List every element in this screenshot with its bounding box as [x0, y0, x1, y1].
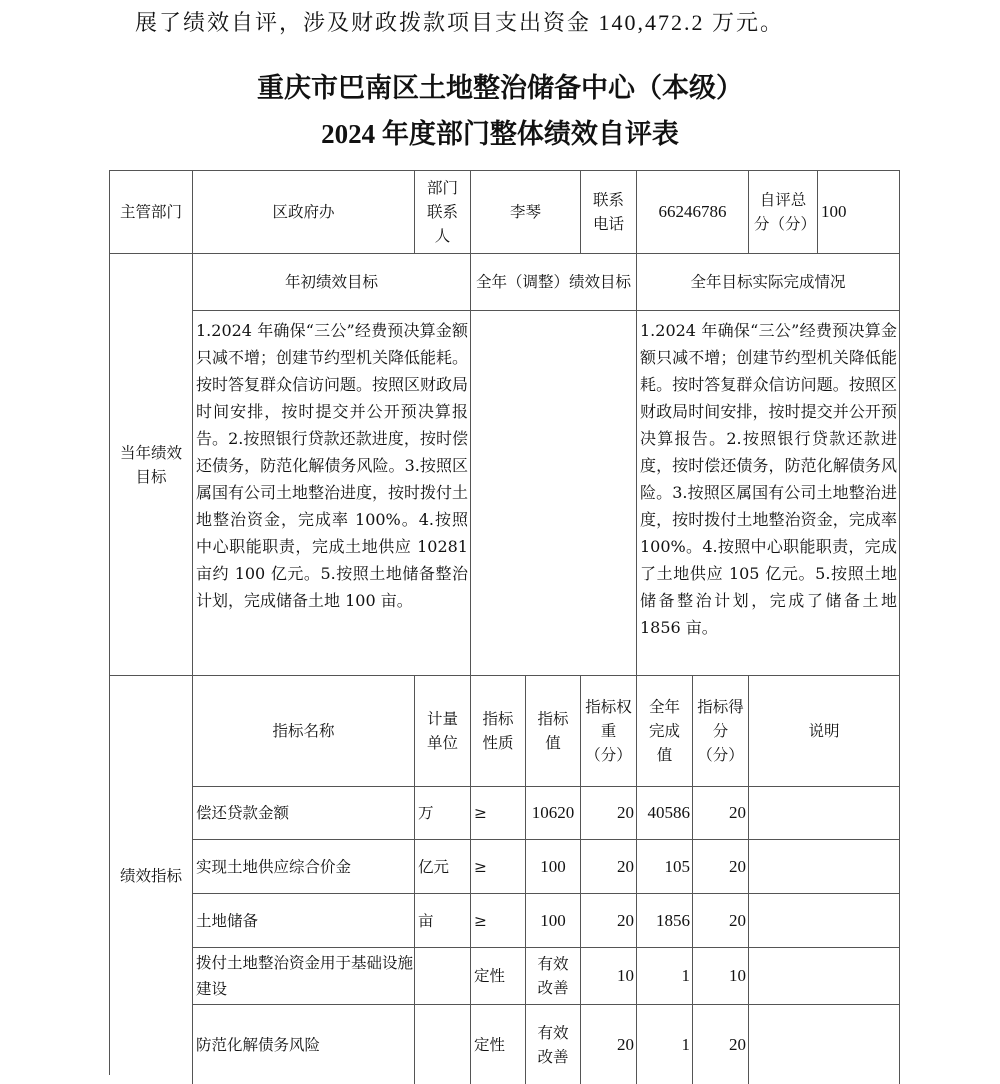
- indicator-name-cell: 实现土地供应综合价金: [192, 839, 415, 894]
- indicator-nature-cell: ≥: [470, 786, 526, 840]
- indicator-unit-cell: 万: [414, 786, 471, 840]
- indicator-score-cell: 20: [692, 893, 749, 948]
- contact-label: 部门联系人: [414, 170, 471, 254]
- self-evaluation-table: [109, 170, 900, 1070]
- dept-label: 主管部门: [109, 170, 193, 254]
- indicator-actual-cell: 1856: [636, 893, 693, 948]
- col-actual-completion: 全年目标实际完成情况: [636, 253, 900, 311]
- indicator-nature-cell: ≥: [470, 839, 526, 894]
- indicator-actual-cell: 40586: [636, 786, 693, 840]
- indicator-note-cell: [748, 1004, 900, 1084]
- indicator-unit-cell: [414, 1004, 471, 1084]
- page-subtitle: 2024 年度部门整体绩效自评表: [321, 119, 679, 149]
- indicator-value-cell: 10620: [525, 786, 581, 840]
- initial-goal-text: 1.2024 年确保“三公”经费预决算金额只减不增；创建节约型机关降低能耗。按时答复群众信访问题。按照区财政局时间安排，按时提交并公开预决算报告。2.按照银行贷款还款进度，按时偿还债务，防范化解债务风险。3.按照区属国有公司土地整治进度，按时拨付土地整治资金，完成率 100%。4.按照中心职能职责，完成土地供应 10281 亩约 100 亿元。5.按照土地储备整治计划，完成储备土地 100 亩。: [192, 310, 471, 676]
- indicator-name-cell: 防范化解债务风险: [192, 1004, 415, 1084]
- indicator-nature-cell: ≥: [470, 893, 526, 948]
- col-initial-goal: 年初绩效目标: [192, 253, 471, 311]
- indicator-note-cell: [748, 839, 900, 894]
- indicator-unit-cell: [414, 947, 471, 1005]
- indicator-name-cell: 偿还贷款金额: [192, 786, 415, 840]
- indicator-actual-cell: 1: [636, 947, 693, 1005]
- header-nature: 指标性质: [470, 675, 526, 787]
- indicator-score-cell: 20: [692, 839, 749, 894]
- score-label: 自评总分（分）: [748, 170, 818, 254]
- goals-section-label: 当年绩效目标: [109, 253, 193, 676]
- indicator-nature-cell: 定性: [470, 947, 526, 1005]
- header-weight: 指标权重（分）: [580, 675, 637, 787]
- indicator-name-cell: 土地储备: [192, 893, 415, 948]
- indicator-note-cell: [748, 947, 900, 1005]
- header-note: 说明: [748, 675, 900, 787]
- adjusted-goal-text: [470, 310, 637, 676]
- indicator-nature-cell: 定性: [470, 1004, 526, 1084]
- indicator-score-cell: 20: [692, 786, 749, 840]
- phone-value: 66246786: [636, 170, 749, 254]
- indicator-note-cell: [748, 893, 900, 948]
- col-adjusted-goal: 全年（调整）绩效目标: [470, 253, 637, 311]
- indicator-weight-cell: 20: [580, 839, 637, 894]
- indicator-actual-cell: 105: [636, 839, 693, 894]
- header-score: 指标得分（分）: [692, 675, 749, 787]
- indicator-name-cell: 拨付土地整治资金用于基础设施建设: [192, 947, 415, 1005]
- dept-value: 区政府办: [192, 170, 415, 254]
- header-actual: 全年完成值: [636, 675, 693, 787]
- actual-completion-text: 1.2024 年确保“三公”经费预决算金额只减不增；创建节约型机关降低能耗。按时答复群众信访问题。按照区财政局时间安排，按时提交并公开预决算报告。2.按照银行贷款还款进度，按时偿还债务，防范化解债务风险。3.按照区属国有公司土地整治进度，按时拨付土地整治资金，完成率 100%。4.按照中心职能职责，完成了土地供应 105 亿元。5.按照土地储备整治计划，完成了储备土地 1856 亩。: [636, 310, 900, 676]
- score-value: 100: [817, 170, 900, 254]
- header-name: 指标名称: [192, 675, 415, 787]
- indicator-value-cell: 有效改善: [525, 947, 581, 1005]
- indicator-unit-cell: 亿元: [414, 839, 471, 894]
- indicators-section-label: 绩效指标: [109, 675, 193, 1075]
- phone-label: 联系电话: [580, 170, 637, 254]
- indicator-weight-cell: 20: [580, 1004, 637, 1084]
- intro-paragraph: 展了绩效自评，涉及财政拨款项目支出资金 140,472.2 万元。: [135, 10, 785, 35]
- indicator-value-cell: 100: [525, 839, 581, 894]
- header-value: 指标值: [525, 675, 581, 787]
- indicator-note-cell: [748, 786, 900, 840]
- indicator-actual-cell: 1: [636, 1004, 693, 1084]
- indicator-score-cell: 10: [692, 947, 749, 1005]
- header-unit: 计量单位: [414, 675, 471, 787]
- indicator-score-cell: 20: [692, 1004, 749, 1084]
- indicator-value-cell: 100: [525, 893, 581, 948]
- indicator-weight-cell: 20: [580, 893, 637, 948]
- indicator-value-cell: 有效改善: [525, 1004, 581, 1084]
- page-title: 重庆市巴南区土地整治储备中心（本级）: [257, 73, 743, 104]
- indicator-unit-cell: 亩: [414, 893, 471, 948]
- contact-value: 李琴: [470, 170, 581, 254]
- indicator-weight-cell: 10: [580, 947, 637, 1005]
- indicator-weight-cell: 20: [580, 786, 637, 840]
